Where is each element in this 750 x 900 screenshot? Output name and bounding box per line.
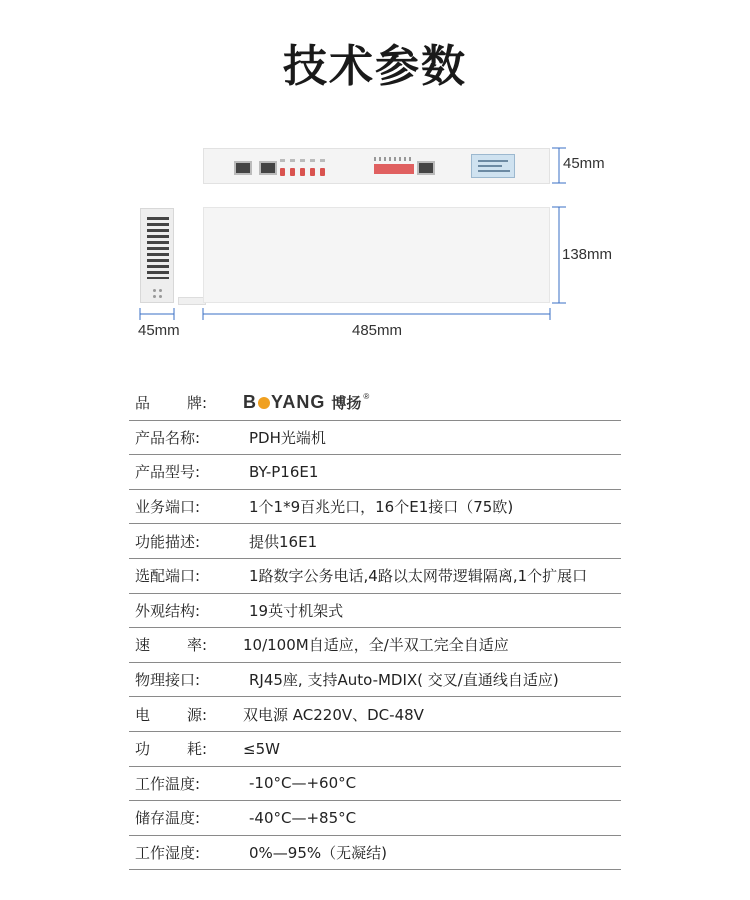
spec-key — [129, 634, 207, 655]
spec-row — [129, 559, 621, 594]
spec-key-char: 品 — [135, 394, 151, 413]
registered-mark: ® — [363, 392, 370, 402]
spec-value: 10/100M自适应，全/半双工完全自适应 — [243, 636, 509, 655]
dim-label-side-width: 45mm — [138, 322, 180, 339]
spec-row — [129, 524, 621, 559]
spec-key: 产品名称: — [135, 428, 201, 447]
spec-key: 功能描述: — [135, 532, 201, 551]
spec-row — [129, 732, 621, 767]
spec-key: 外观结构: — [135, 601, 201, 620]
spec-key: 产品型号: — [135, 463, 201, 482]
spec-row — [129, 421, 621, 456]
spec-row — [129, 594, 621, 629]
logo-dot-icon — [258, 397, 270, 409]
spec-row-brand — [129, 386, 621, 421]
logo-text: YANG — [271, 392, 326, 413]
dim-label-width: 485mm — [352, 322, 403, 339]
spec-key-char: 牌: — [186, 394, 207, 413]
brand-logo — [243, 392, 369, 413]
logo-text: B — [243, 392, 257, 413]
spec-row — [129, 455, 621, 490]
spec-row — [129, 836, 621, 871]
spec-key: 储存温度: — [135, 809, 201, 828]
spec-key — [129, 704, 207, 725]
spec-key-char: 功 — [135, 740, 151, 759]
spec-row — [129, 801, 621, 836]
spec-value: PDH光端机 — [249, 428, 326, 447]
dim-label-front-height: 45mm — [563, 155, 605, 172]
spec-row — [129, 663, 621, 698]
spec-key: 工作湿度: — [135, 844, 201, 863]
spec-key-char: 电 — [135, 705, 151, 724]
spec-row — [129, 767, 621, 802]
spec-value: 0%—95%（无凝结) — [249, 844, 387, 863]
spec-key-char: 源: — [186, 705, 207, 724]
spec-value: RJ45座, 支持Auto-MDIX( 交叉/直通线自适应) — [249, 671, 559, 690]
spec-row — [129, 490, 621, 525]
spec-value: 双电源 AC220V、DC-48V — [243, 705, 424, 724]
spec-value: 1个1*9百兆光口，16个E1接口（75欧) — [249, 498, 514, 517]
spec-value: 19英寸机架式 — [249, 601, 344, 620]
spec-value: ≤5W — [243, 739, 280, 758]
spec-value: BY-P16E1 — [249, 462, 319, 481]
spec-key — [129, 738, 207, 759]
spec-value: 提供16E1 — [249, 532, 318, 551]
spec-value: -40°C—+85°C — [249, 808, 357, 827]
spec-key-char: 耗: — [186, 740, 207, 759]
spec-key: 业务端口: — [135, 498, 201, 517]
logo-cn-text: 博扬 — [331, 395, 362, 413]
spec-row — [129, 697, 621, 732]
dim-label-depth: 138mm — [562, 246, 613, 263]
spec-key: 选配端口: — [135, 567, 201, 586]
spec-value: 1路数字公务电话,4路以太网带逻辑隔离,1个扩展口 — [249, 567, 588, 586]
spec-value: -10°C—+60°C — [249, 774, 357, 793]
page-title: 技术参数 — [283, 41, 467, 92]
spec-key: 物理接口: — [135, 671, 201, 690]
spec-table — [129, 386, 621, 870]
spec-key-char: 率: — [186, 636, 207, 655]
spec-key — [129, 392, 207, 413]
spec-row — [129, 628, 621, 663]
spec-key: 工作温度: — [135, 774, 201, 793]
spec-key-char: 速 — [135, 636, 151, 655]
